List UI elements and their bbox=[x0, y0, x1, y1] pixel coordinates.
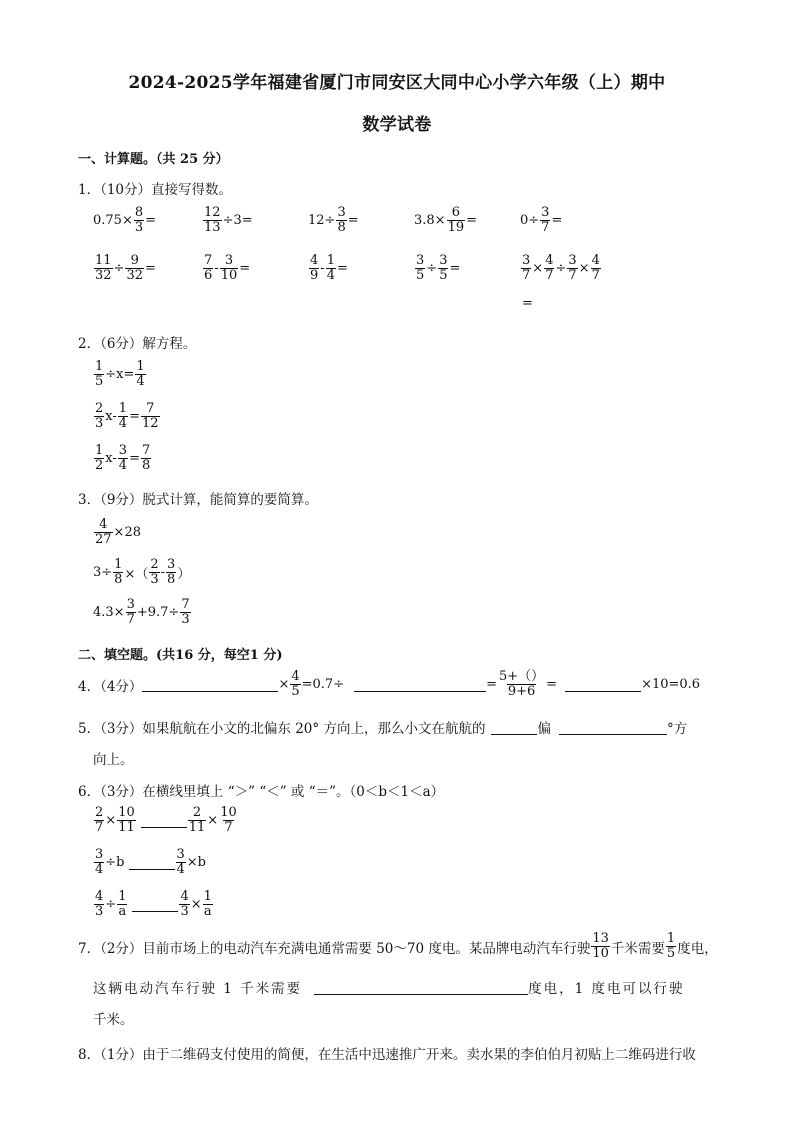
q6-blank-2[interactable] bbox=[129, 855, 175, 870]
question-1-label: 1．（10分）直接写得数。 bbox=[78, 182, 233, 198]
section-heading-1: 一、计算题。（共 25 分） bbox=[78, 152, 229, 167]
q3-expression-2: 3÷ $\frac{1}{8}$ ×（ $\frac{2}{3}$ - $\frac{3}{8}$ ） bbox=[93, 557, 191, 587]
question-5-continued: 向上。 bbox=[93, 752, 134, 768]
q5-blank-1[interactable] bbox=[491, 720, 537, 735]
q6-compare-2: $\frac{3}{4}$ ÷b $\frac{3}{4}$ ×b bbox=[95, 847, 206, 877]
q1-item-5: 0÷ $\frac{3}{7}$ = bbox=[520, 205, 563, 235]
question-6-label: 6．（3分）在横线里填上 “＞” “＜” 或 “＝”。（0＜b＜1＜a） bbox=[78, 784, 445, 800]
section-heading-2: 二、填空题。(共16 分，每空1 分) bbox=[78, 648, 283, 663]
q2-equation-3: $\frac{1}{2}$ x- $\frac{3}{4}$ = $\frac{7}{8}$ bbox=[95, 443, 151, 473]
q1-item-8: $\frac{4}{9}$ - $\frac{1}{4}$ = bbox=[310, 253, 348, 283]
question-8: 8．（1分）由于二维码支付使用的简便，在生活中迅速推广开来。卖水果的李伯伯月初贴上二维码进行收 bbox=[78, 1047, 696, 1063]
q6-blank-1[interactable] bbox=[141, 813, 187, 828]
question-7-line-3: 千米。 bbox=[93, 1012, 134, 1028]
q1-item-10-equals: = bbox=[522, 296, 533, 311]
page-subtitle: 数学试卷 bbox=[362, 115, 432, 135]
question-7-line-1: 7．（2分）目前市场上的电动汽车充满电通常需要 50～70 度电。某品牌电动汽车行驶 $\frac{13}{10}$ 千米需要 $\frac{1}{5}$ 度电， bbox=[78, 931, 718, 961]
q7-blank-1[interactable] bbox=[314, 980, 528, 995]
q1-item-3: 12÷ $\frac{3}{8}$ = bbox=[308, 205, 359, 235]
q1-item-1: 0.75× $\frac{8}{3}$ = bbox=[93, 205, 157, 235]
q1-item-4: 3.8× $\frac{6}{19}$ = bbox=[414, 205, 478, 235]
q2-equation-1: $\frac{1}{5}$ ÷x= $\frac{1}{4}$ bbox=[95, 359, 145, 389]
question-7-line-2: 这辆电动汽车行驶 1 千米需要 度电，1 度电可以行驶 bbox=[93, 981, 685, 997]
q1-item-6: $\frac{11}{32}$ ÷ $\frac{9}{32}$ = bbox=[95, 253, 156, 283]
q4-blank-2[interactable] bbox=[354, 677, 486, 692]
q6-blank-3[interactable] bbox=[132, 897, 178, 912]
q3-expression-1: $\frac{4}{27}$ ×28 bbox=[95, 517, 141, 547]
q1-item-7: $\frac{7}{6}$ - $\frac{3}{10}$ = bbox=[204, 253, 251, 283]
q4-blank-1[interactable] bbox=[142, 677, 278, 692]
question-2-label: 2．（6分）解方程。 bbox=[78, 336, 197, 352]
question-3-label: 3．（9分）脱式计算，能简算的要简算。 bbox=[78, 492, 318, 508]
q4-blank-3[interactable] bbox=[565, 677, 641, 692]
q6-compare-1: $\frac{2}{7}$ × $\frac{10}{11}$ $\frac{2}{11}$ × $\frac{10}{7}$ bbox=[95, 805, 237, 835]
q2-equation-2: $\frac{2}{3}$ x- $\frac{1}{4}$ = $\frac{7}{12}$ bbox=[95, 401, 159, 431]
question-4: 4．（4分） × $\frac{4}{5}$ =0.7÷ = $\frac{5+()}{9+6}$ = ×10=0.6 bbox=[78, 669, 701, 699]
q1-item-9: $\frac{3}{5}$ ÷ $\frac{3}{5}$ = bbox=[416, 253, 461, 283]
q1-item-10: $\frac{3}{7}$ × $\frac{4}{7}$ ÷ $\frac{3}{7}$ × $\frac{4}{7}$ bbox=[522, 253, 600, 283]
q5-blank-2[interactable] bbox=[559, 720, 667, 735]
question-5: 5．（3分）如果航航在小文的北偏东 20° 方向上，那么小文在航航的 偏 °方 bbox=[78, 721, 688, 737]
page-title: 2024-2025学年福建省厦门市同安区大同中心小学六年级（上）期中 bbox=[128, 73, 666, 93]
q3-expression-3: 4.3× $\frac{3}{7}$ +9.7÷ $\frac{7}{3}$ bbox=[93, 597, 190, 627]
q1-item-2: $\frac{12}{13}$ ÷3= bbox=[204, 205, 253, 235]
q6-compare-3: $\frac{4}{3}$ ÷ $\frac{1}{a}$ $\frac{4}{3}$ × $\frac{1}{a}$ bbox=[95, 889, 212, 919]
